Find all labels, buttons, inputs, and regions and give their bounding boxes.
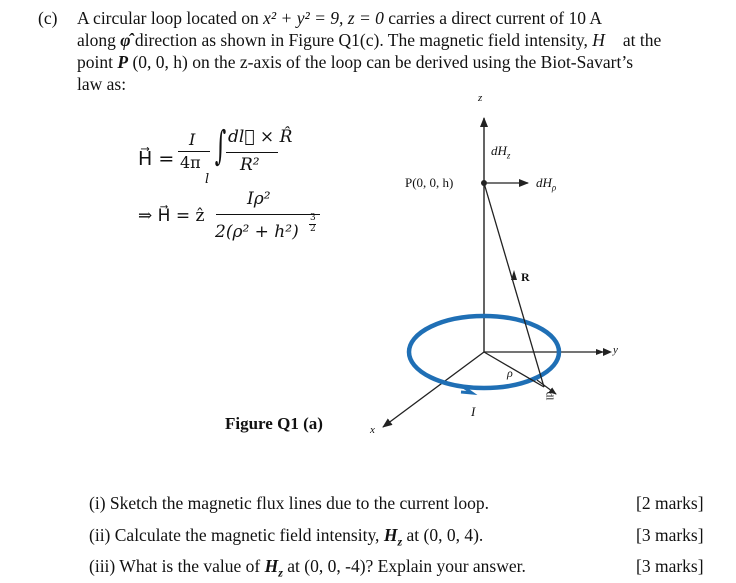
- dhrho-label: $dH_\rho$: [536, 175, 557, 193]
- question-line-4: law as:: [77, 74, 127, 94]
- eq1-current: I: [189, 130, 196, 149]
- y-axis-label: y: [613, 344, 618, 356]
- eq2-exp-den: 2: [310, 224, 316, 234]
- question-line-1: A circular loop located on x² + y² = 9, z = 0 carries a direct current of 10 A: [77, 8, 603, 28]
- marks-iii: [3 marks]: [636, 556, 704, 576]
- z-axis-label: z: [478, 92, 483, 104]
- subquestion-ii: (ii) Calculate the magnetic field intensity, $H_z$ at (0, 0, 4).: [89, 525, 484, 549]
- eq2-denominator: 2(ρ² + h²): [215, 222, 299, 242]
- eq1-4pi: 4π: [180, 153, 201, 172]
- phi-hat-symbol: φ̂: [120, 30, 131, 50]
- question-line-2: along φ̂ direction as shown in Figure Q1(c). The magnetic field intensity, H⃗ at the: [77, 30, 662, 50]
- eq2-exp-num: 3: [310, 213, 316, 223]
- r-arrow-head: [511, 270, 517, 280]
- r-label: R: [521, 270, 530, 284]
- point-p-label: P(0, 0, h): [405, 175, 454, 190]
- r-vector-line: [484, 183, 544, 387]
- question-line-3: point P (0, 0, h) on the z-axis of the loop can be derived using the Biot-Savart’s: [77, 52, 634, 72]
- subquestion-i: (i) Sketch the magnetic flux lines due to the current loop.: [89, 493, 489, 513]
- x-axis-label: x: [370, 424, 375, 436]
- rho-label: ρ: [507, 366, 513, 380]
- marks-i: [2 marks]: [636, 493, 704, 513]
- question-label: (c): [38, 8, 58, 28]
- current-label: I: [471, 404, 476, 419]
- loop-equation: x² + y² = 9, z = 0: [263, 8, 384, 28]
- y-arrow-head: [603, 348, 612, 356]
- eq2-numerator: Iρ²: [247, 189, 271, 209]
- eq1-path-l: l: [205, 172, 210, 187]
- marks-ii: [3 marks]: [636, 525, 704, 545]
- eq1-numerator: dl⃗ × R̂: [228, 127, 293, 147]
- h-vector-symbol: H⃗: [592, 30, 619, 50]
- eq1-denominator: R²: [240, 155, 260, 175]
- integral-sign: ∫: [214, 123, 227, 169]
- figure-caption: Figure Q1 (a): [225, 414, 323, 433]
- dhz-label: $dH_z$: [491, 143, 511, 161]
- eq2-lhs: ⇒ H⃗ = ẑ: [138, 206, 205, 226]
- point-p-marker: [481, 180, 487, 186]
- subquestion-iii: (iii) What is the value of $H_z$ at (0, 0, -4)? Explain your answer.: [89, 556, 526, 580]
- dl-label: dl: [543, 391, 556, 401]
- eq1-lhs: H⃗ =: [138, 148, 175, 170]
